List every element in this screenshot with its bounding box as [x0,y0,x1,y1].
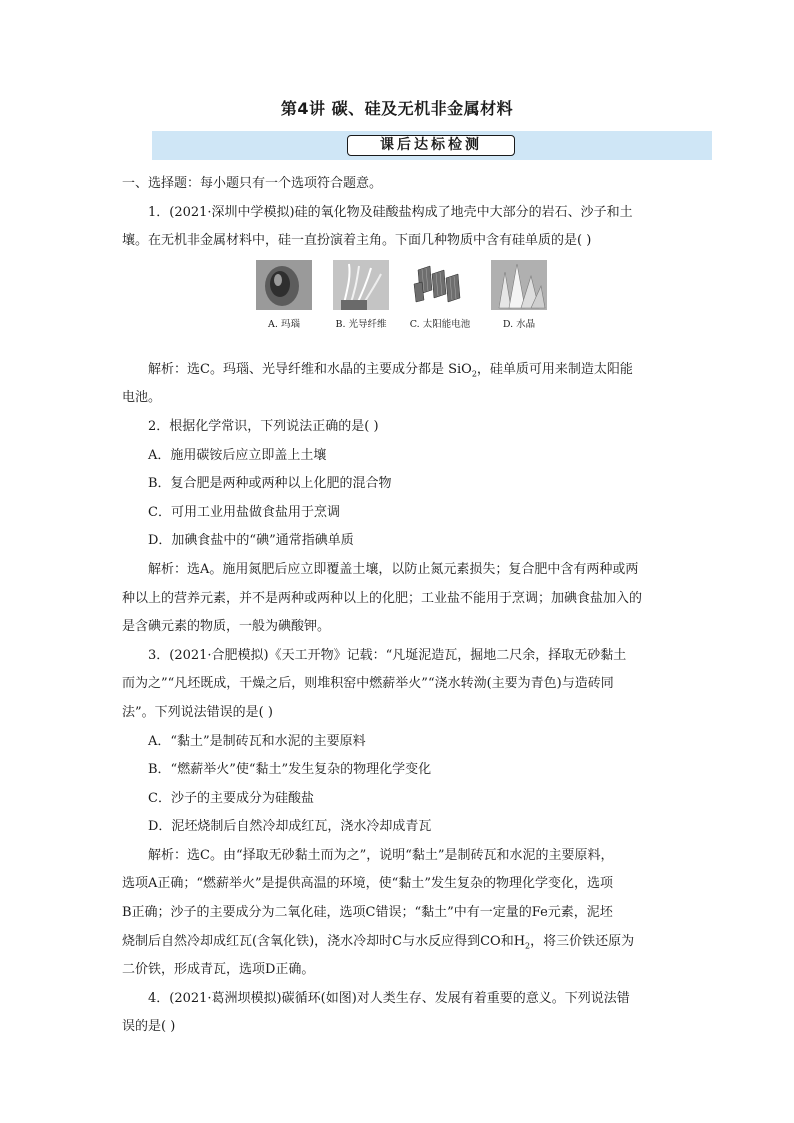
q2-option: B．复合肥是两种或两种以上化肥的混合物 [148,476,392,492]
q3-option: C．沙子的主要成分为硅酸盐 [148,790,314,806]
q2-answer-line: 是含碘元素的物质，一般为碘酸钾。 [122,619,331,635]
q3-option: B．“燃薪举火”使“黏土”发生复杂的物理化学变化 [148,762,432,778]
agate-image [256,260,312,310]
q3-answer-line: 烧制后自然冷却成红瓦(含氧化铁)，浇水冷却时C与水反应得到CO和$H_2$，将三价铁还原为 [122,933,635,951]
question-content [122,170,678,1042]
q2-option: C．可用工业用盐做食盐用于烹调 [148,504,340,520]
q3-answer-line: B正确；沙子的主要成分为二氧化硅，选项C错误；“黏土”中有一定量的Fe元素，泥坯 [122,905,613,921]
option-b [321,260,401,330]
page-title: 第4讲 碳、硅及无机非金属材料 [280,99,514,118]
q3-stem-line: 3．(2021·合肥模拟)《天工开物》记载：“凡埏泥造瓦，掘地二尺余，择取无砂黏土 [148,647,627,663]
option-caption: A. 玛瑙 [268,318,300,330]
banner-label: 课后达标检测 [347,135,515,156]
q2-option: D．加碘食盐中的“碘”通常指碘单质 [148,533,354,549]
solar-cell-image [412,260,468,310]
option-d [479,260,559,330]
section-heading: 一、选择题：每小题只有一个选项符合题意。 [122,176,383,191]
q1-answer-line: 电池。 [122,390,162,406]
q3-stem-line: 法”。下列说法错误的是( ) [122,704,273,720]
q3-option: A．“黏土”是制砖瓦和水泥的主要原料 [148,733,366,749]
q3-answer-line: 二价铁，形成青瓦，选项D正确。 [122,962,315,978]
option-caption: B. 光导纤维 [335,318,387,330]
optical-fiber-image [333,260,389,310]
q1-stem-line: 1．(2021·深圳中学模拟)硅的氧化物及硅酸盐构成了地壳中大部分的岩石、沙子和土 [148,204,633,220]
q1-option-images [122,256,678,356]
option-caption: D. 水晶 [502,318,536,330]
q3-stem-line: 而为之”“凡坯既成，干燥之后，则堆积窑中燃薪举火”“浇水转泑(主要为青色)与造砖同 [122,676,614,692]
crystal-image [491,260,547,310]
q4-stem-line: 4．(2021·葛洲坝模拟)碳循环(如图)对人类生存、发展有着重要的意义。下列说法错 [148,990,630,1006]
q2-option: A．施用碳铵后应立即盖上土壤 [148,447,327,463]
q2-stem: 2．根据化学常识，下列说法正确的是( ) [148,418,379,434]
option-caption: C. 太阳能电池 [409,318,471,330]
q3-option: D．泥坯烧制后自然冷却成红瓦，浇水冷却成青瓦 [148,819,432,835]
q4-stem-line: 误的是( ) [122,1019,176,1035]
option-c [400,260,480,330]
q2-answer-line: 解析：选A。施用氮肥后应立即覆盖土壤，以防止氮元素损失；复合肥中含有两种或两 [148,561,639,577]
option-a [244,260,324,330]
q2-answer-line: 种以上的营养元素，并不是两种或两种以上的化肥；工业盐不能用于烹调；加碘食盐加入的 [122,590,643,606]
q3-answer-line: 解析：选C。由“择取无砂黏土而为之”，说明“黏土”是制砖瓦和水泥的主要原料， [148,847,614,863]
q1-answer-line: 解析：选C。玛瑙、光导纤维和水晶的主要成分都是 SiO$_2$，硅单质可用来制造太阳能 [148,361,633,379]
q1-stem-line: 壤。在无机非金属材料中，硅一直扮演着主角。下面几种物质中含有硅单质的是( ) [122,233,592,249]
q3-answer-line: 选项A正确；“燃薪举火”是提供高温的环境，使“黏土”发生复杂的物理化学变化，选项 [122,876,613,892]
